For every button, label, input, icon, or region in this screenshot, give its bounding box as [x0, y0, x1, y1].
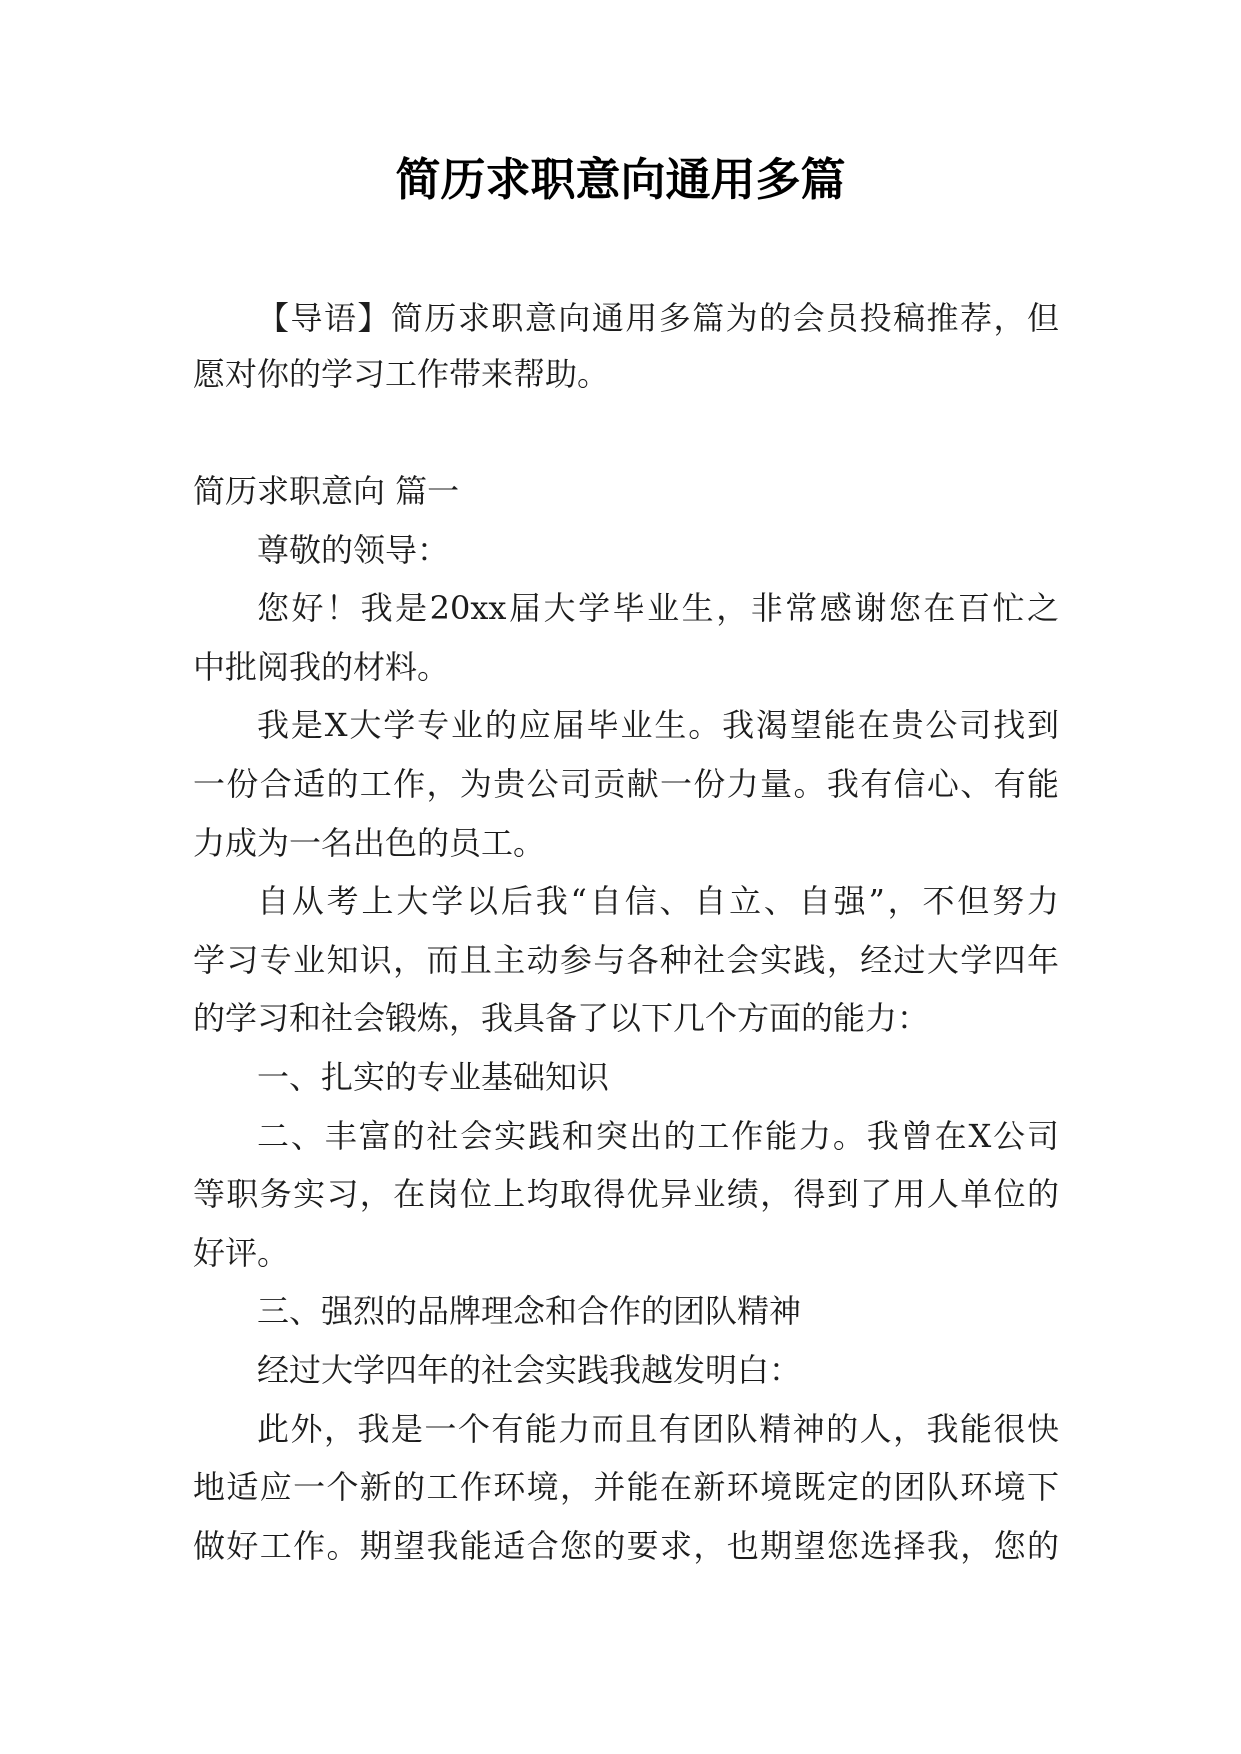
paragraph-line: 您好！我是20xx届大学毕业生，非常感谢您在百忙之 [257, 589, 1059, 628]
document-body [193, 462, 1059, 1575]
paragraph-line: 做好工作。期望我能适合您的要求，也期望您选择我，您的 [193, 1526, 1059, 1565]
paragraph-line: 尊敬的领导： [257, 530, 450, 569]
paragraph-line: 一、扎实的专业基础知识 [257, 1057, 610, 1096]
paragraph [193, 1341, 1059, 1400]
paragraph-line: 力成为一名出色的员工。 [193, 823, 546, 862]
intro-line: 【导语】简历求职意向通用多篇为的会员投稿推荐，但 [257, 299, 1059, 337]
paragraph [193, 1048, 1059, 1107]
section-heading: 简历求职意向 篇一 [193, 472, 460, 510]
paragraph-line: 一份合适的工作，为贵公司贡献一份力量。我有信心、有能 [193, 764, 1059, 803]
intro-paragraph [193, 290, 1059, 402]
paragraph [193, 1107, 1059, 1283]
paragraph-line: 学习专业知识，而且主动参与各种社会实践，经过大学四年 [193, 940, 1059, 979]
paragraph [193, 521, 1059, 580]
paragraph [193, 1282, 1059, 1341]
paragraph-line: 等职务实习，在岗位上均取得优异业绩，得到了用人单位的 [193, 1175, 1059, 1214]
paragraph-line: 经过大学四年的社会实践我越发明白： [257, 1350, 802, 1389]
paragraph-line: 的学习和社会锻炼，我具备了以下几个方面的能力： [193, 999, 930, 1038]
intro-line: 愿对你的学习工作带来帮助。 [193, 355, 610, 393]
paragraph-line: 地适应一个新的工作环境，并能在新环境既定的团队环境下 [193, 1468, 1059, 1507]
paragraph-line: 中批阅我的材料。 [193, 647, 450, 686]
paragraph-line: 自从考上大学以后我“自信、自立、自强”，不但努力 [257, 882, 1059, 921]
paragraph [193, 872, 1059, 1048]
paragraph [193, 1400, 1059, 1576]
document-title: 简历求职意向通用多篇 [395, 153, 846, 206]
paragraph-line: 三、强烈的品牌理念和合作的团队精神 [257, 1292, 802, 1331]
paragraph [193, 696, 1059, 872]
paragraph-line: 我是X大学专业的应届毕业生。我渴望能在贵公司找到 [257, 706, 1059, 745]
paragraph-line: 好评。 [193, 1233, 290, 1272]
paragraph [193, 579, 1059, 696]
paragraph-line: 此外，我是一个有能力而且有团队精神的人，我能很快 [257, 1409, 1059, 1448]
paragraph-line: 二、丰富的社会实践和突出的工作能力。我曾在X公司 [257, 1116, 1059, 1155]
